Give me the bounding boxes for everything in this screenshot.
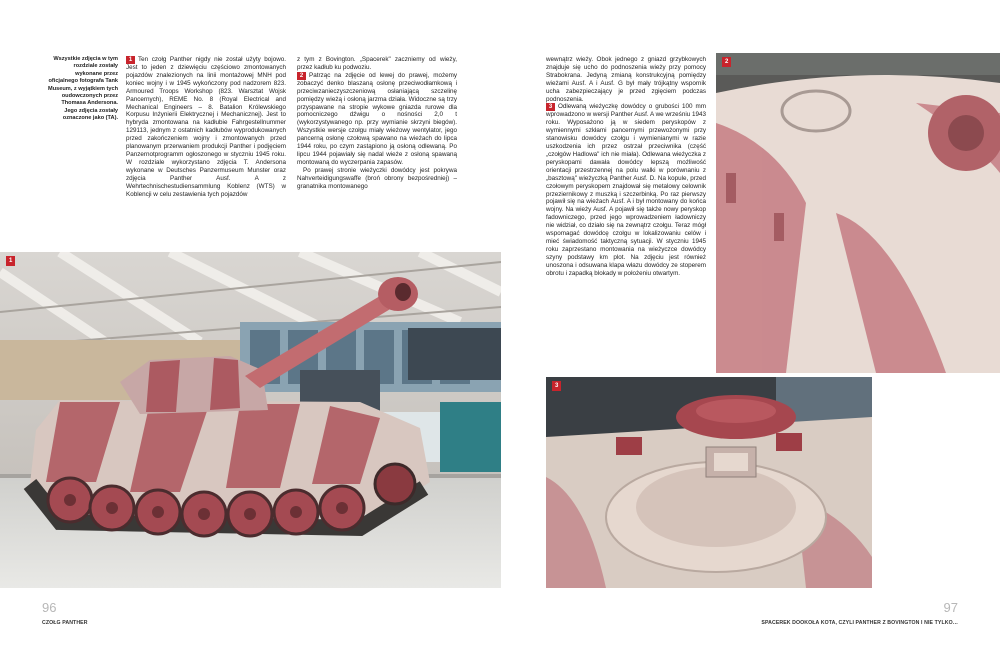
caption-number-badge: 2 [297,72,306,80]
panther-tank-illustration [0,252,501,588]
caption-number-badge: 3 [546,103,555,111]
paragraph-text: Patrząc na zdjęcie od lewej do prawej, możemy zobaczyć denko blaszaną osłonę przeciwodłamkową i przeciwzanieczyszczeniową osłaniającą szczelinę pomiędzy wieżą i osłoną jarzma działa. Widoczne są trzy przyspawane na stropie wykowe gniazda rurowe dla pomocniczego dźwigu o nośności 2,0 t (wykorzystywanego np. przy wymianie skrzyni biegów). Wszystkie wersje czołgu miały wieżowy wentylator, jego pancerną osłonę czołową spawano na wieżach do lipca 1944 roku, po czym zastąpiono ją osłoną odlewaną. Po lipcu 1944 pojawiały się nadal wieże z osłoną spawaną montowaną do wyczerpania zapasów. [297,71,457,166]
page-number-left: 96 [42,600,57,615]
paragraph [126,56,286,198]
photo-3-number-badge: 3 [552,381,561,391]
photo-1-number-badge: 1 [6,256,15,266]
paragraph-text: z tym z Bovington. „Spacerek" zaczniemy od wieży, przez kadłub ku podwoziu. [297,56,457,71]
text-column-3 [546,56,706,277]
cupola-illustration [546,377,872,588]
paragraph [297,167,457,191]
paragraph [546,103,706,277]
footer-right: SPACEREK DOOKOŁA KOTA, CZYLI PANTHER Z BOVINGTON I NIE TYLKO… [761,620,958,626]
caption-number-badge: 1 [126,56,135,64]
paragraph [297,72,457,167]
text-column-2 [297,56,457,191]
paragraph-text: Ten czołg Panther nigdy nie został użyty bojowo. Jest to jeden z dziewięciu częściowo zmontowanych pojazdów znalezionych na linii montażowej MNH pod koniec wojny i w 1945 wykończony pod nadzorem 823. Armoured Troops Workshop (823. Warsztat Wojsk Pancernych), REME No. 8 (Royal Electrical and Mechanical Engineers – 8. Batalion Królewskiego Korpusu Inżynierii Elektrycznej i Mechanicznej). Jest to hybryda zmontowana na kadłubie Fahrgestellnummer 129113, jednym z ostatnich kadłubów wyprodukowanych przed zakończeniem wojny i zmontowanych przed planowanym przerwaniem produkcji Panther i podjęciem Panzernotprogramm ogłoszonego w styczniu 1945 roku. W rozdziale wykorzystano zdjęcia T. Andersona wykonane w Deutsches Panzermuseum Munster oraz zdjęcia Panther Ausf. A z Wehrtechnischestudiensammlung Koblenz (WTS) w Koblencji w celu zestawienia tych pojazdów [126,56,286,198]
photo-1-panther-tank [0,252,501,588]
paragraph-text: Po prawej stronie wieżyczki dowódcy jest pokrywa Nahverteidigungswaffe (broń obrony bezpośredniej) – granatnika montowanego [297,166,457,190]
photo-2-number-badge: 2 [722,57,731,67]
paragraph [546,56,706,103]
page-number-right: 97 [943,600,958,615]
footer-left: CZOŁG PANTHER [42,620,88,626]
paragraph-text: wewnątrz wieży. Obok jednego z gniazd grzybkowych znajduje się ucho do podnoszenia wieży przy pomocy Strabokrana. Jedyną zmianą konstrukcyjną pomiędzy wieżami Ausf. A i Ausf. G był mały trójkątny wspornik ucha zabezpieczający je przed zgięciem podczas podnoszenia. [546,56,706,103]
side-caption: Wszystkie zdjęcia w tym rozdziale zostały wykonane przez oficjalnego fotografa Tank Museum, z wyjątkiem tych oudowczonych przez Thomasa Andersona. Jego zdjęcia zostały oznaczone jako (TA). [48,56,118,122]
photo-2-turret-roof [716,53,1000,373]
turret-roof-illustration [716,53,1000,373]
text-column-1 [126,56,286,198]
paragraph-text: Odlewaną wieżyczkę dowódcy o grubości 100 mm wprowadzono w wersji Panther Ausf. A we wrześniu 1943 roku. Wyposażono ją w siedem peryskopów z wymiennymi szkłami pancernymi przewożonymi przy stanowisku dowódcy czołgu i wymienianymi w razie uszkodzenia ich przez ostrzał przeciwnika (część „czołgów Hadlowa" ich nie miała). Odlewana wieżyczka z peryskopami dawała dowódcy lepszą możliwość orientacji przestrzennej na polu walki w porównaniu z „basztową" wieżyczką Panther Ausf. D. Na kopule, przed czołowym peryskopem znajdował się metalowy celownik przeziernikowy z muszką i szczerbinką. Po raz pierwszy pojawił się na wieżach Ausf. A i był montowany do końca wojny. Na wieży Ausf. A pojawił się także nowy peryskop fadowniczego, przed jego wprowadzeniem ładowniczy nie widział, co działo się na zewnątrz czołgu. Teraz mógł wspomagać dowódcę czołgu w lokalizowaniu celów i mieć świadomość taktyczną sytuacji. W styczniu 1945 roku zaprzestano montowania na wieżyczce dowódcy szyny podstawy km plot. Na zdjęciu jest również unoszona i odsuwana klapa włazu dowódcy ze stoperem obrotu i zapadką blokady w położeniu otwartym. [546,103,706,277]
photo-3-commander-cupola [546,377,872,588]
paragraph [297,56,457,72]
